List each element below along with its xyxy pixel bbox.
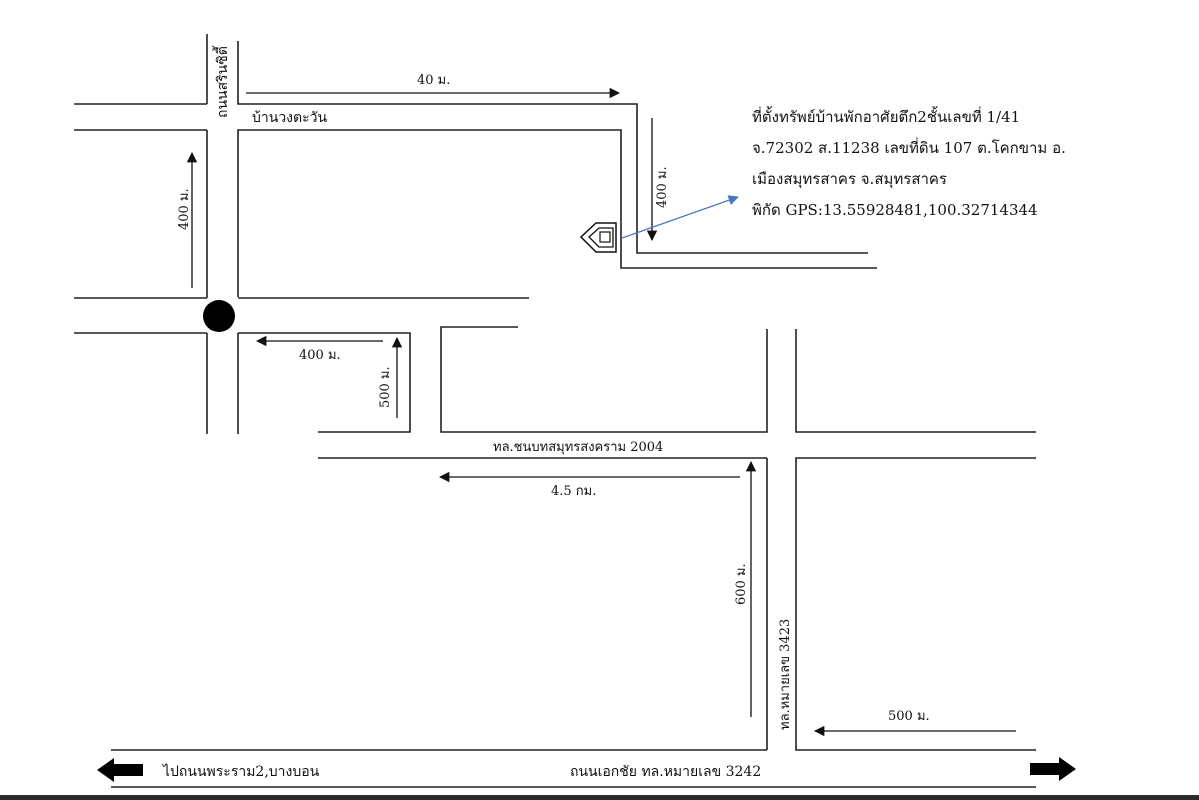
label-distance-right-400: 400 ม. — [655, 166, 670, 208]
label-distance-vertical-600: 600 ม. — [734, 563, 749, 605]
label-distance-middle-45km: 4.5 กม. — [551, 484, 597, 499]
label-distance-vertical-500: 500 ม. — [378, 366, 393, 408]
property-info-line: เมืองสมุทรสาคร จ.สมุทรสาคร — [752, 170, 947, 188]
property-leader-line — [622, 197, 738, 238]
label-bottom-road: ถนนเอกชัย ทล.หมายเลข 3242 — [570, 764, 762, 780]
arrow-right-icon — [1030, 757, 1076, 781]
label-right-vertical-road: ทล.หมายเลข 3423 — [778, 618, 793, 730]
label-distance-top-40: 40 ม. — [417, 73, 451, 88]
label-distance-left-400: 400 ม. — [177, 188, 192, 230]
property-info — [752, 102, 1152, 226]
label-bottom-left-destination: ไปถนนพระราม2,บางบอน — [163, 764, 320, 780]
property-info-line: ที่ตั้งทรัพย์บ้านพักอาศัยตึก2ชั้นเลขที่ 1/41 — [752, 108, 1021, 126]
junction-dot-icon — [203, 300, 235, 332]
label-top-vertical-road: ถนนสรินซิตี้ — [215, 46, 231, 118]
window-bottom-edge — [0, 795, 1199, 800]
arrow-left-icon — [97, 758, 143, 782]
label-distance-horizontal-400: 400 ม. — [299, 348, 341, 363]
label-distance-bottom-500: 500 ม. — [888, 709, 930, 724]
label-village: บ้านวงตะวัน — [252, 110, 328, 126]
house-marker-icon — [581, 223, 616, 252]
property-gps-line: พิกัด GPS:13.55928481,100.32714344 — [752, 201, 1038, 219]
property-info-line: จ.72302 ส.11238 เลขที่ดิน 107 ต.โคกขาม อ. — [752, 139, 1066, 157]
label-middle-road: ทล.ชนบทสมุทรสงคราม 2004 — [493, 440, 664, 455]
